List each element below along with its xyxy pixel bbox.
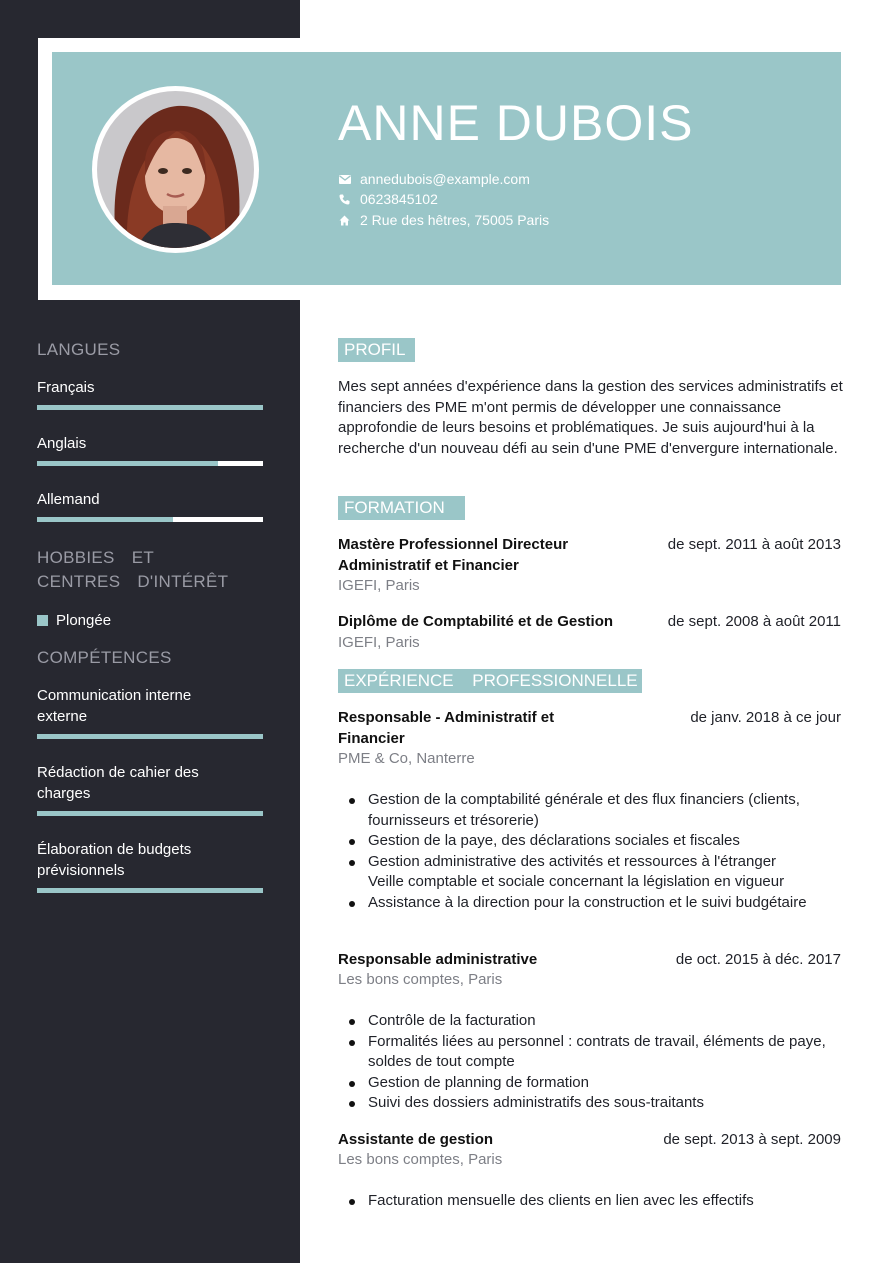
- candidate-name: ANNE DUBOIS: [338, 95, 694, 151]
- list-item: Veille comptable et sociale concernant la législation en vigueur: [368, 873, 785, 891]
- language-level-bar: [37, 405, 263, 410]
- job-company: Les bons comptes, Paris: [338, 971, 503, 988]
- list-item: Contrôle de la facturation: [338, 1011, 843, 1032]
- envelope-icon: [338, 173, 351, 186]
- degree-title: Diplôme de Comptabilité et de Gestion: [338, 613, 614, 630]
- language-label: Allemand: [37, 491, 100, 508]
- list-item: Gestion de la comptabilité générale et des flux financiers (clients, fournisseurs et trésorerie): [338, 790, 843, 831]
- list-item: Suivi des dossiers administratifs des sous-traitants: [338, 1093, 843, 1114]
- job-tasks-list: [338, 1191, 843, 1212]
- profile-text: Mes sept années d'expérience dans la gestion des services administratifs et financiers des PME m'ont permis de développer une connaissance approfondie de leurs besoins et problématiques. Je suis aujourd'hui à la recherche d'un nouveau défi au sein d'une PME d'envergure internationale.: [338, 378, 843, 457]
- job-company: PME & Co, Nanterre: [338, 750, 475, 767]
- address-text: 2 Rue des hêtres, 75005 Paris: [360, 212, 550, 228]
- language-label: Français: [37, 379, 95, 396]
- profile-section-title: PROFIL: [338, 338, 415, 362]
- experience-section-title: EXPÉRIENCE PROFESSIONNELLE: [338, 669, 642, 693]
- list-item: Gestion de planning de formation: [338, 1073, 843, 1094]
- skill-label: Rédaction de cahier des charges: [37, 764, 199, 802]
- skill-level-bar: [37, 888, 263, 893]
- job-dates: de janv. 2018 à ce jour: [690, 709, 841, 726]
- job-title: Assistante de gestion: [338, 1131, 494, 1148]
- skill-label: Élaboration de budgets prévisionnels: [37, 841, 192, 879]
- degree-title: Mastère Professionnel Directeur Administratif et Financier: [338, 536, 569, 574]
- degree-dates: de sept. 2008 à août 2011: [667, 613, 841, 630]
- degree-school: IGEFI, Paris: [338, 634, 420, 651]
- profile-photo: [97, 91, 254, 248]
- job-dates: de sept. 2013 à sept. 2009: [663, 1131, 841, 1148]
- list-item: Facturation mensuelle des clients en lien avec les effectifs: [338, 1191, 843, 1212]
- language-label: Anglais: [37, 435, 87, 452]
- degree-dates: de sept. 2011 à août 2013: [667, 536, 841, 553]
- degree-school: IGEFI, Paris: [338, 577, 420, 594]
- job-title: Responsable administrative: [338, 951, 538, 968]
- phone-icon: [338, 193, 351, 206]
- list-item: Gestion de la paye, des déclarations sociales et fiscales: [338, 831, 843, 852]
- job-title: Responsable - Administratif et Financier: [338, 709, 555, 747]
- job-company: Les bons comptes, Paris: [338, 1151, 503, 1168]
- job-tasks-list: [338, 1011, 843, 1114]
- job-tasks-list: [338, 790, 843, 914]
- list-item: Assistance à la direction pour la construction et le suivi budgétaire: [338, 893, 843, 914]
- contact-address: [338, 212, 549, 228]
- hobby-item: [37, 612, 111, 629]
- language-level-bar: [37, 517, 263, 522]
- languages-title: LANGUES: [37, 340, 121, 359]
- list-item: Formalités liées au personnel : contrats de travail, éléments de paye, soldes de tout compte: [338, 1032, 843, 1073]
- hobby-label: Plongée: [56, 612, 112, 629]
- contact-email[interactable]: [338, 171, 530, 187]
- language-level-bar: [37, 461, 263, 466]
- skills-title: COMPÉTENCES: [37, 648, 172, 667]
- email-text: annedubois@example.com: [360, 171, 530, 187]
- contact-phone[interactable]: [338, 191, 438, 207]
- education-section-title: FORMATION: [338, 496, 465, 520]
- phone-text: 0623845102: [360, 191, 438, 207]
- skill-level-bar: [37, 811, 263, 816]
- list-item: Gestion administrative des activités et ressources à l'étranger: [338, 852, 843, 873]
- hobbies-title: HOBBIES ET CENTRES D'INTÉRÊT: [37, 548, 229, 591]
- home-icon: [338, 214, 351, 227]
- skill-level-bar: [37, 734, 263, 739]
- skill-label: Communication interne externe: [37, 687, 192, 725]
- job-dates: de oct. 2015 à déc. 2017: [675, 951, 841, 968]
- square-bullet-icon: [37, 615, 48, 626]
